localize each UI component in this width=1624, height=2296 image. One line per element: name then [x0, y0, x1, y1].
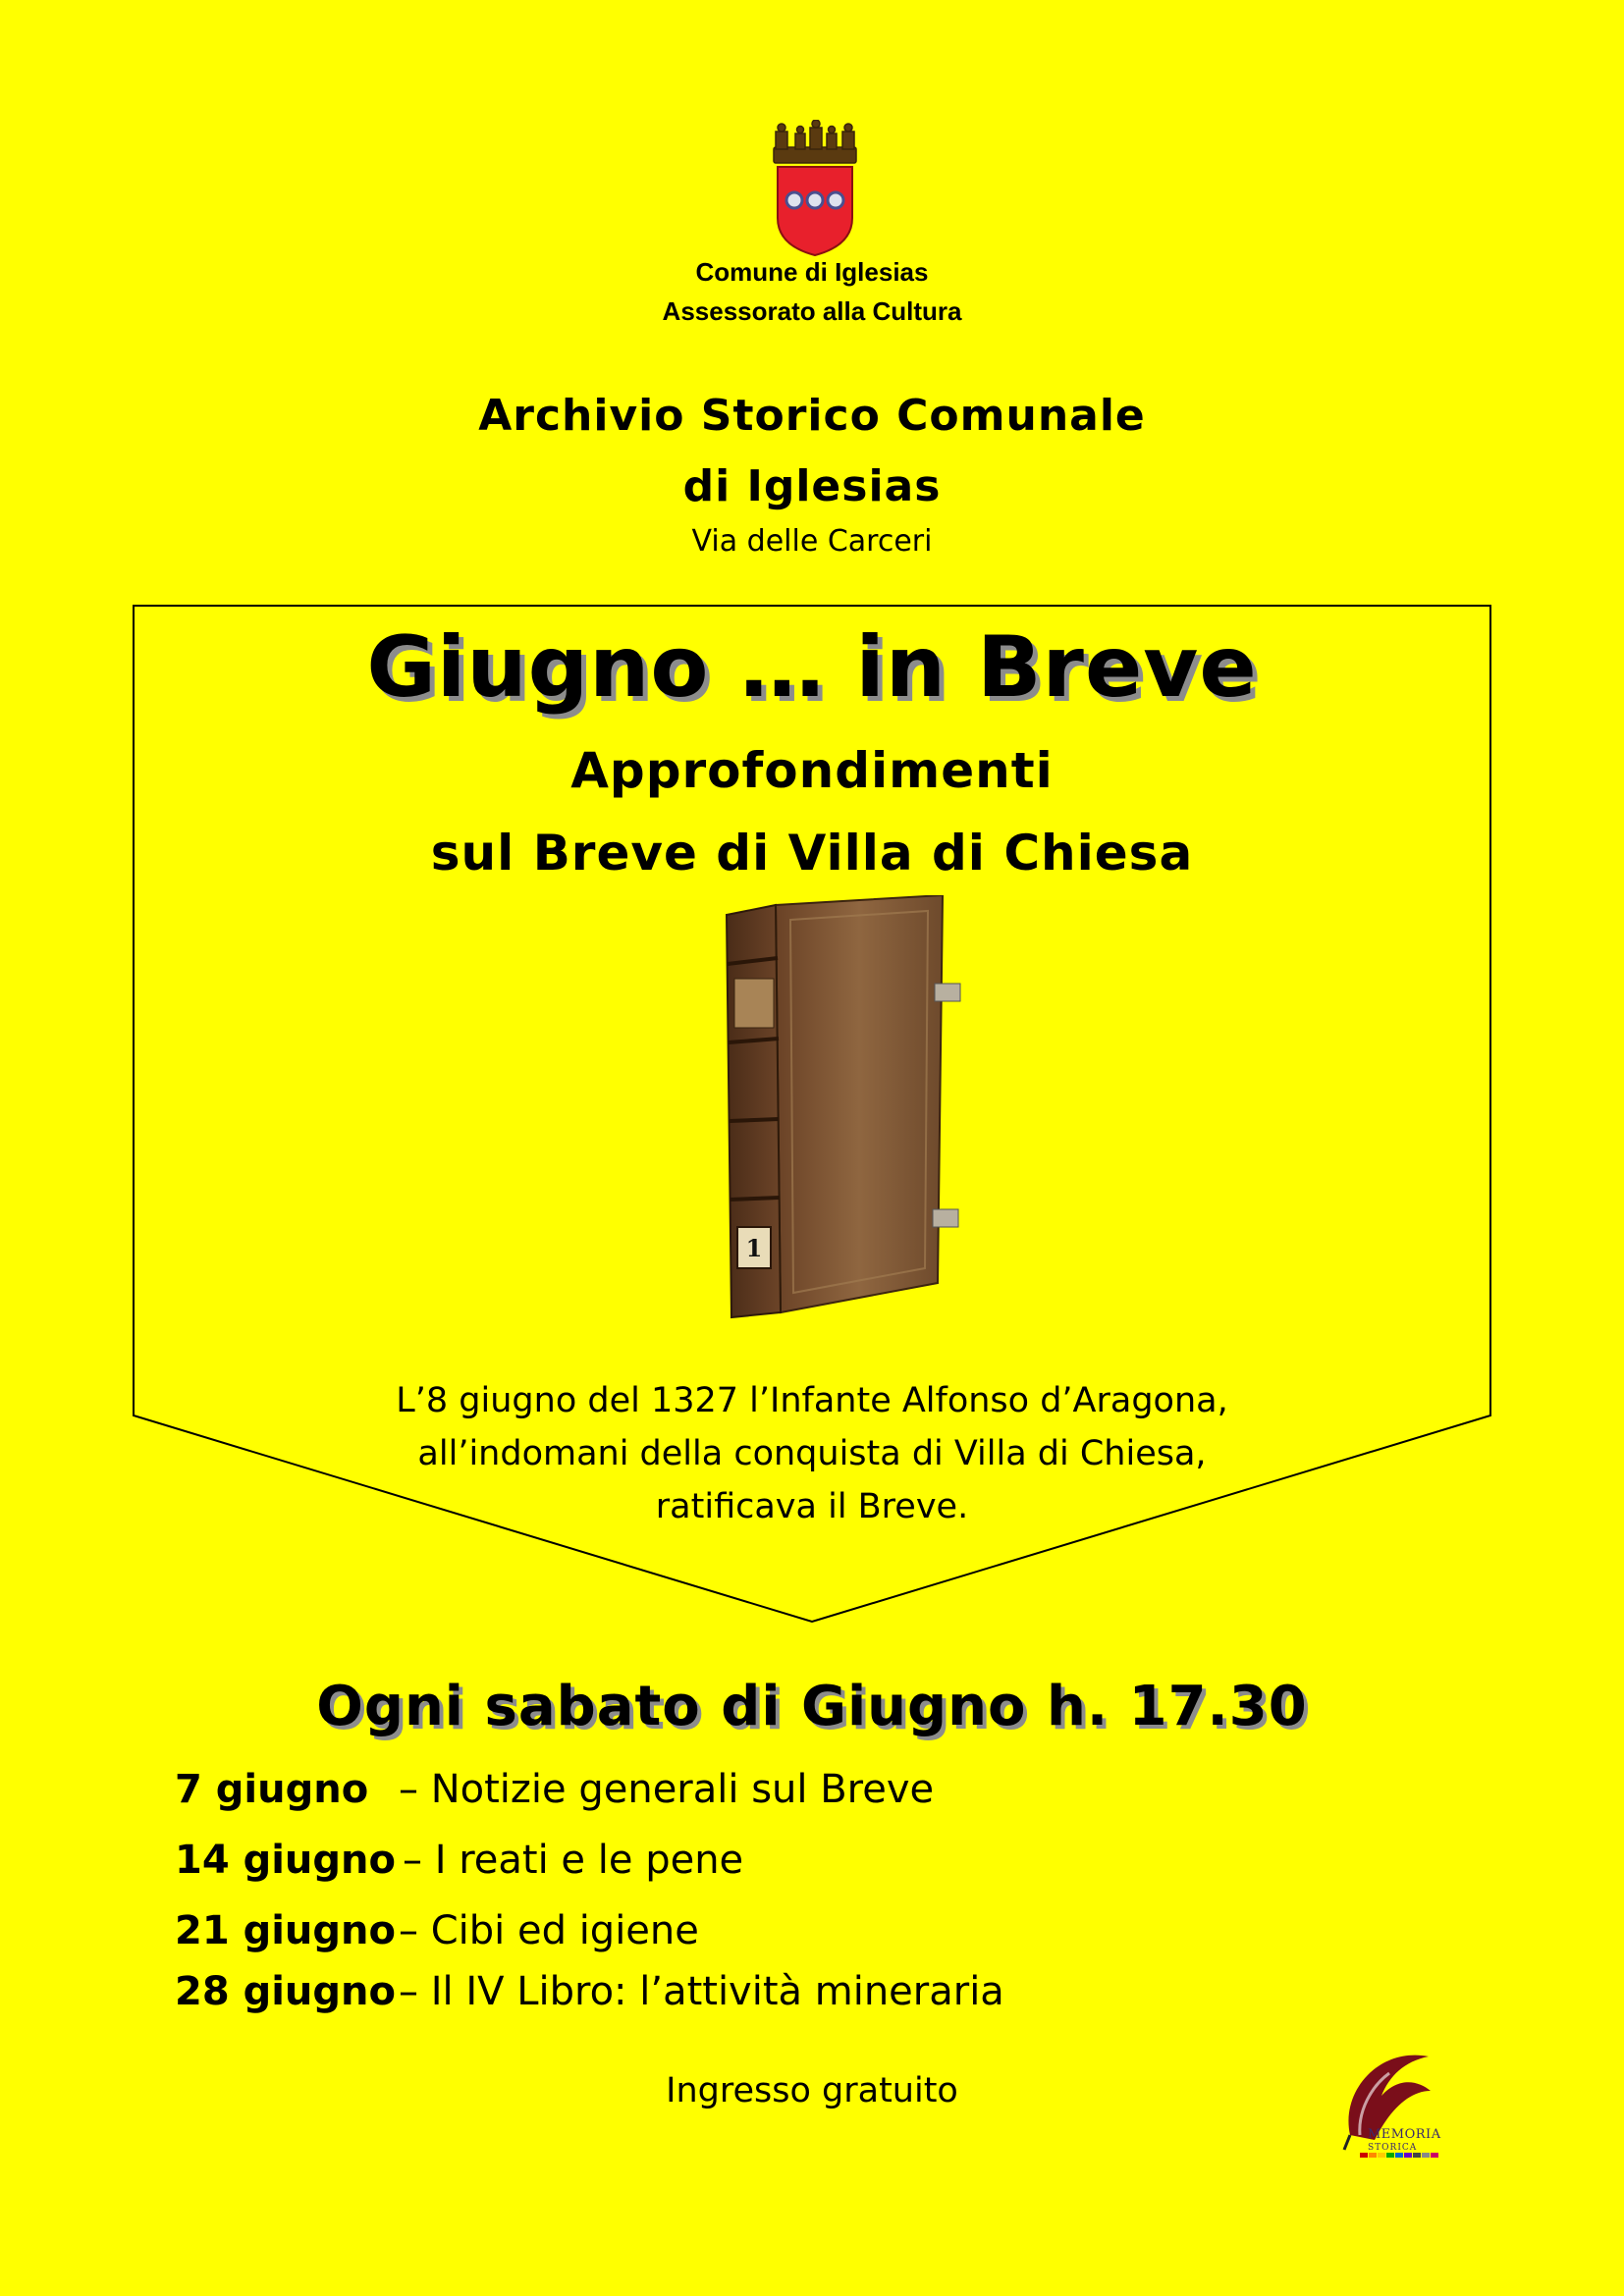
- schedule-topic: – Notizie generali sul Breve: [399, 1767, 935, 1812]
- breve-book-image: [707, 895, 962, 1327]
- comune-label: Comune di Iglesias: [695, 257, 929, 287]
- description-line2: all’indomani della conquista di Villa di Chiesa,: [417, 1434, 1207, 1473]
- schedule-date: 14 giugno: [175, 1838, 396, 1883]
- book-label: 1: [745, 1234, 763, 1262]
- free-entry-note: Ingresso gratuito: [666, 2071, 958, 2110]
- assessorato-label: Assessorato alla Cultura: [662, 296, 962, 326]
- archive-address: Via delle Carceri: [691, 524, 933, 559]
- description-line1: L’8 giugno del 1327 l’Infante Alfonso d’Aragona,: [396, 1381, 1228, 1420]
- svg-text:STORICA: STORICA: [1368, 2143, 1418, 2153]
- archive-title-line2: di Iglesias: [682, 461, 942, 511]
- schedule-date: 21 giugno: [175, 1908, 396, 1953]
- memoria-storica-logo-icon: [1321, 2042, 1448, 2160]
- event-subtitle-line2: sul Breve di Villa di Chiesa: [430, 825, 1194, 881]
- svg-text:MEMORIA: MEMORIA: [1368, 2127, 1441, 2142]
- archive-title-line1: Archivio Storico Comunale: [478, 391, 1146, 441]
- schedule-date: 28 giugno: [175, 1969, 396, 2014]
- schedule-topic: – Cibi ed igiene: [399, 1908, 699, 1953]
- description-line3: ratificava il Breve.: [655, 1487, 969, 1526]
- event-title: Giugno … in Breve: [366, 618, 1258, 717]
- schedule-topic: – I reati e le pene: [403, 1838, 744, 1883]
- schedule-date: 7 giugno: [175, 1767, 369, 1812]
- schedule-topic: – Il IV Libro: l’attività mineraria: [399, 1969, 1004, 2014]
- municipal-crest-icon: [764, 120, 866, 257]
- schedule-heading: Ogni sabato di Giugno h. 17.30: [316, 1675, 1308, 1738]
- event-subtitle-line1: Approfondimenti: [570, 742, 1054, 799]
